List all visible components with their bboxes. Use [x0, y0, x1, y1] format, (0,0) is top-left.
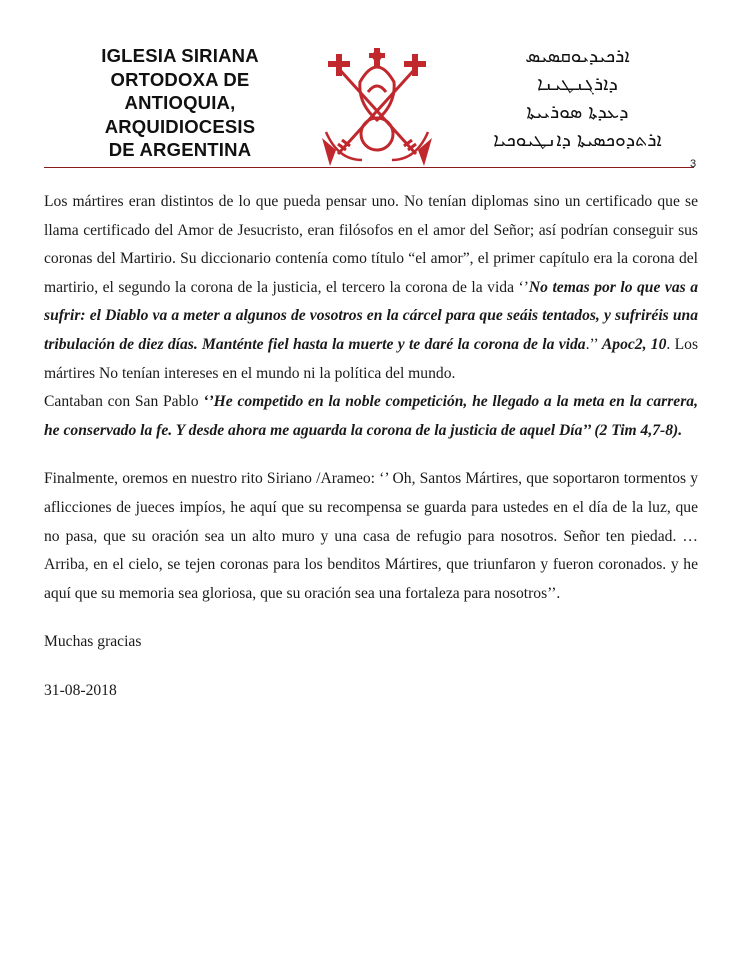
page-number: 3 [690, 158, 697, 170]
p1-after-quote: .’’ [585, 335, 602, 353]
org-line-1: IGLESIA SIRIANA [101, 45, 259, 66]
p1-intro: Los mártires eran distintos de lo que pueda pensar uno. No tenían diplomas sino un certificado que se llama certificado del Amor de Jesucristo, eran filósofos en el amor del Señor; así podrían conseguir sus coronas del Martirio. Su diccionario contenía como título “el amor”, el primer capítulo era la corona del martirio, el segundo la corona de la justicia, el tercero la corona de la vida ‘’ [44, 193, 698, 296]
org-line-3: ANTIOQUIA, [124, 92, 236, 113]
syriac-org-name [470, 42, 685, 154]
syriac-line-1: ܐܪܟܝܕܝܘܩܣܝܣ [525, 45, 630, 67]
org-line-5: DE ARGENTINA [108, 139, 252, 160]
paragraph-san-pablo [44, 388, 698, 445]
p2-quote: ‘’He competido en la noble competición, he llegado a la meta en la carrera, he conservado la fe. Y desde ahora me aguarda la corona de la justicia de aquel Día’’ (2 Tim 4,7-8). [44, 393, 698, 439]
syriac-line-3: ܕܥܕܬܐ ܣܘܪܝܝܬܐ [526, 101, 629, 123]
closing-thanks: Muchas gracias [44, 633, 142, 651]
org-line-4: ARQUIDIOCESIS [104, 115, 256, 137]
syriac-line-2: ܕܐܪܓܢܛܝܢܐ [537, 73, 618, 95]
organization-name [60, 44, 300, 162]
paragraph-prayer: Finalmente, oremos en nuestro rito Siriano /Arameo: ‘’ Oh, Santos Mártires, que soportaron tormentos y aflicciones de jueces impíos, he aquí que su recompensa se guarda para ustedes en el día de la luz, que no pasa, que su oración sea un alto muro y una casa de refugio para nosotros. Señor ten piedad. …Arriba, en el cielo, se tejen coronas para los benditos Mártires, que triunfaron y fueron coronados. y he aquí que su memoria sea gloriosa, que su oración sea una fortaleza para nosotros’’. [44, 470, 698, 602]
document-date: 31-08-2018 [44, 681, 117, 699]
org-line-2: ORTODOXA DE [110, 68, 250, 90]
paragraph-martyrs [44, 188, 698, 388]
header-divider [44, 167, 694, 168]
document-body [44, 188, 698, 706]
p2-intro: Cantaban con San Pablo [44, 393, 204, 411]
p1-quote: No temas por lo que vas a sufrir: el Diablo va a meter a algunos de vosotros en la cárcel para que seáis tentados, y sufriréis una tribulación de diez días. Manténte fiel hasta la muerte y te daré la corona de la vida [44, 278, 698, 353]
syriac-line-4: ܐܪܬܕܘܟܣܝܬܐ ܕܐܢܛܝܘܟܝܐ [493, 129, 662, 151]
letterhead [0, 0, 742, 175]
p1-end: . Los mártires No tenían intereses en el mundo ni la política del mundo. [44, 335, 699, 382]
p1-reference: Apoc2, 10 [601, 335, 667, 353]
church-emblem-icon [318, 42, 436, 170]
